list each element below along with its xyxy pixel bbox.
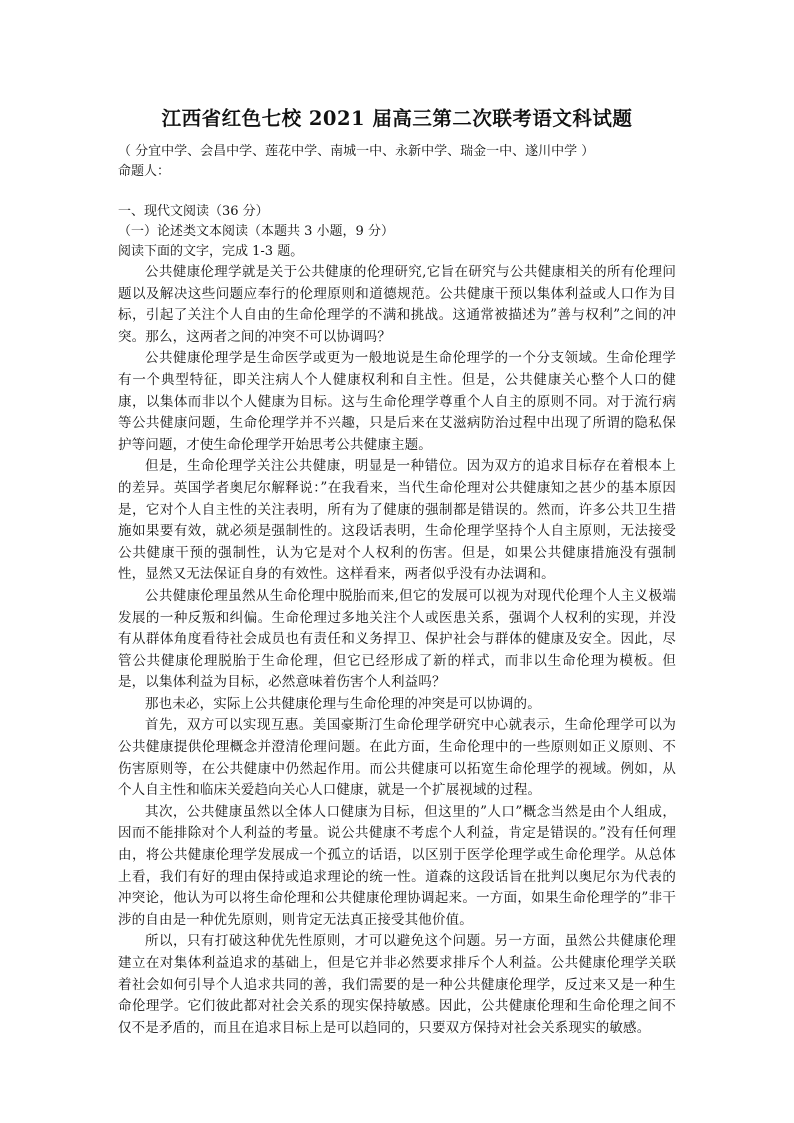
paragraph-4: 公共健康伦理虽然从生命伦理中脱胎而来,但它的发展可以视为对现代伦理个人主义极端发展的一种反叛和纠偏。生命伦理过多地关注个人或医患关系，强调个人权利的实现，并没有从群体角度看待社会成员也有责任和义务捍卫、保护社会与群体的健康及安全。因此，尽管公共健康伦理脱胎于生命伦理，但它已经形成了新的样式，而非以生命伦理为模板。但是，以集体利益为目标，必然意味着伤害个人利益吗？ xyxy=(118,587,676,691)
paragraph-7: 其次，公共健康虽然以全体人口健康为目标，但这里的”人口”概念当然是由个人组成，因而不能排除对个人利益的考量。说公共健康不考虑个人利益，肯定是错误的。”没有任何理由，将公共健康伦理学发展成一个孤立的话语，以区别于医学伦理学或生命伦理学。从总体上看，我们有好的理由保持或追求理论的统一性。道森的这段话旨在批判以奥尼尔为代表的冲突论，他认为可以将生命伦理和公共健康伦理协调起来。一方面，如果生命伦理学的”非干涉的自由是一种优先原则，则肯定无法真正接受其他价值。 xyxy=(118,803,676,928)
schools-line: （ 分宜中学、会昌中学、莲花中学、南城一中、永新中学、瑞金一中、遂川中学 ） xyxy=(118,144,595,159)
exam-title: 江西省红色七校 2021 届高三第二次联考语文科试题 xyxy=(161,107,633,130)
section-heading: 一、现代文阅读（36 分） xyxy=(118,204,269,219)
paragraph-8: 所以，只有打破这种优先性原则，才可以避免这个问题。另一方面，虽然公共健康伦理建立在对集体利益追求的基础上，但是它并非必然要求排斥个人利益。公共健康伦理学关联着社会如何引导个人追求共同的善，我们需要的是一种公共健康伦理学，反过来又是一种生命伦理学。它们彼此都对社会关系的现实保持敏感。因此，公共健康伦理和生命伦理之间不仅不是矛盾的，而且在追求目标上是可以趋同的，只要双方保持对社会关系现实的敏感。 xyxy=(118,933,676,1036)
paragraph-3: 但是，生命伦理学关注公共健康，明显是一种错位。因为双方的追求目标存在着根本上的差异。英国学者奥尼尔解释说：”在我看来，当代生命伦理对公共健康知之甚少的基本原因是，它对个人自主性的关注表明，所有为了健康的强制都是错误的。然而，许多公共卫生措施如果要有效，就必须是强制性的。这段话表明，生命伦理学坚持个人自主原则，无法接受公共健康干预的强制性，认为它是对个人权利的伤害。但是，如果公共健康措施没有强制性，显然又无法保证自身的有效性。这样看来，两者似乎没有办法调和。 xyxy=(118,458,676,583)
paragraph-6: 首先，双方可以实现互惠。美国豪斯汀生命伦理学研究中心就表示，生命伦理学可以为公共健康提供伦理概念并澄清伦理问题。在此方面，生命伦理中的一些原则如正义原则、不伤害原则等，在公共健康中仍然起作用。而公共健康可以拓宽生命伦理学的视域。例如，从个人自主性和临床关爱趋向关心人口健康，就是一个扩展视域的过程。 xyxy=(118,717,676,799)
reading-instruction: 阅读下面的文字，完成 1-3 题。 xyxy=(118,244,304,259)
paragraph-5: 那也未必，实际上公共健康伦理与生命伦理的冲突是可以协调的。 xyxy=(145,695,541,712)
author-line: 命题人： xyxy=(118,164,171,179)
spacer xyxy=(118,182,676,202)
subsection-heading: （一）论述类文本阅读（本题共 3 小题，9 分） xyxy=(118,224,394,239)
paragraph-1: 公共健康伦理学就是关于公共健康的伦理研究,它旨在研究与公共健康相关的所有伦理问题以及解决这些问题应奉行的伦理原则和道德规范。公共健康干预以集体利益或人口作为目标，引起了关注个人自由的生命伦理学的不满和挑战。这通常被描述为”善与权利”之间的冲突。那么，这两者之间的冲突不可以协调吗？ xyxy=(118,264,676,345)
exam-page xyxy=(118,106,676,1039)
paragraph-2: 公共健康伦理学是生命医学或更为一般地说是生命伦理学的一个分支领域。生命伦理学有一个典型特征，即关注病人个人健康权利和自主性。但是，公共健康关心整个人口的健康，以集体而非以个人健康为目标。这与生命伦理学尊重个人自主的原则不同。对于流行病等公共健康问题，生命伦理学并不兴趣，只是后来在艾滋病防治过程中出现了所谓的隐私保护等问题，才使生命伦理学开始思考公共健康主题。 xyxy=(118,350,676,453)
